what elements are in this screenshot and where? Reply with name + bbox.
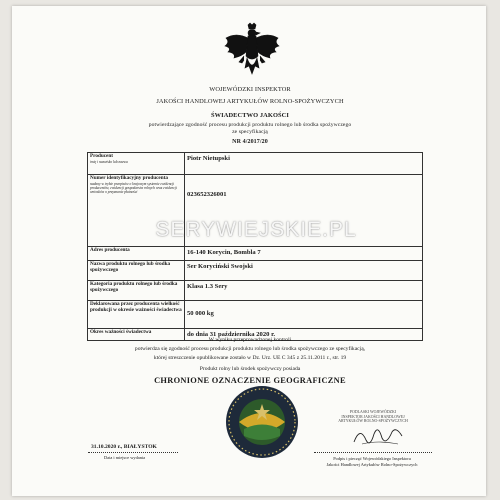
producer-id-sublabel: nadany w trybie przepisów o krajowym systemie ewidencji producentów, ewidencji gospodarstw rolnych oraz ewidencji wniosków o przyznanie płatności [90, 181, 177, 195]
document-title: ŚWIADECTWO JAKOŚCI [211, 112, 289, 119]
producer-label: Producent [90, 153, 113, 159]
pgi-seal-icon [224, 384, 300, 460]
producer-sublabel: imię i nazwisko lub nazwa [90, 159, 128, 164]
conformity-line: potwierdza się zgodność procesu produkcji produktu rolnego lub środka spożywczego ze specyfikacją, [134, 346, 366, 352]
publication-line: której streszczenie opublikowane zostało w Dz. Urz. UE C 345 z 25.11.2011 r., str. 19 [153, 355, 347, 361]
product-status-line: Produkt rolny lub środek spożywczy posiada [199, 366, 301, 372]
inspectorate-line: JAKOŚCI HANDLOWEJ ARTYKUŁÓW ROLNO-SPOŻYWCZYCH [156, 98, 344, 105]
subtitle-line-1: potwierdzające zgodność procesu produkcji produktu rolnego lub środka spożywczego [148, 122, 352, 128]
validity-label: Okres ważności świadectwa [88, 329, 185, 341]
table-row [88, 261, 423, 281]
category-label: Kategoria produktu rolnego lub środka spożywczego [88, 281, 185, 301]
product-name-label: Nazwa produktu rolnego lub środka spożywczego [88, 261, 185, 281]
place-date-divider [88, 452, 178, 453]
inspection-line: W wyniku przeprowadzonej kontroli [208, 337, 292, 343]
producer-id-value: 023652326001 [185, 175, 423, 247]
certificate-table [87, 152, 423, 341]
issue-place-date: 31.10.2020 r., BIAŁYSTOK [91, 444, 157, 450]
signature-caption-line: Jakości Handlowej Artykułów Rolno-Spożywczych [326, 461, 418, 467]
declared-amount-label: Deklarowana przez producenta wielkość produkcji w okresie ważności świadectwa [88, 301, 185, 329]
address-label: Adres producenta [88, 247, 185, 261]
signature-caption-line: Podpis i pieczęć Wojewódzkiego Inspektora [333, 456, 411, 461]
validity-value: do dnia 31 października 2020 r. [185, 329, 423, 341]
handwritten-signature-icon [350, 422, 406, 450]
watermark-text: SERYWIEJSKIE.PL [155, 218, 357, 241]
table-row [88, 247, 423, 261]
product-name-value: Ser Koryciński Swojski [185, 261, 423, 281]
signature-divider [314, 452, 432, 453]
stamp-line: PODLASKI WOJEWÓDZKI [349, 410, 397, 414]
designation-title: CHRONIONE OZNACZENIE GEOGRAFICZNE [154, 376, 346, 385]
subtitle-line-2: ze specyfikacją [232, 129, 268, 135]
place-date-caption: Data i miejsce wydania [104, 455, 146, 460]
table-row [88, 301, 423, 329]
declared-amount-value: 50 000 kg [185, 301, 423, 329]
inspector-line: WOJEWÓDZKI INSPEKTOR [209, 86, 291, 93]
signature-caption [306, 456, 438, 467]
stamp-line: ARTYKUŁÓW ROLNO-SPOŻYWCZYCH [338, 419, 408, 424]
stamp-line: INSPEKTOR JAKOŚCI HANDLOWEJ [341, 414, 405, 419]
white-eagle-emblem-icon [222, 22, 282, 80]
table-row [88, 153, 423, 175]
category-value: Klasa 1.3 Sery [185, 281, 423, 301]
producer-id-label: Numer identyfikacyjny producenta [90, 175, 168, 181]
address-value: 16-140 Korycin, Bombla 7 [185, 247, 423, 261]
table-row [88, 281, 423, 301]
producer-value: Piotr Nietupski [185, 153, 423, 175]
certificate-number: NR 4/2017/20 [232, 139, 268, 145]
